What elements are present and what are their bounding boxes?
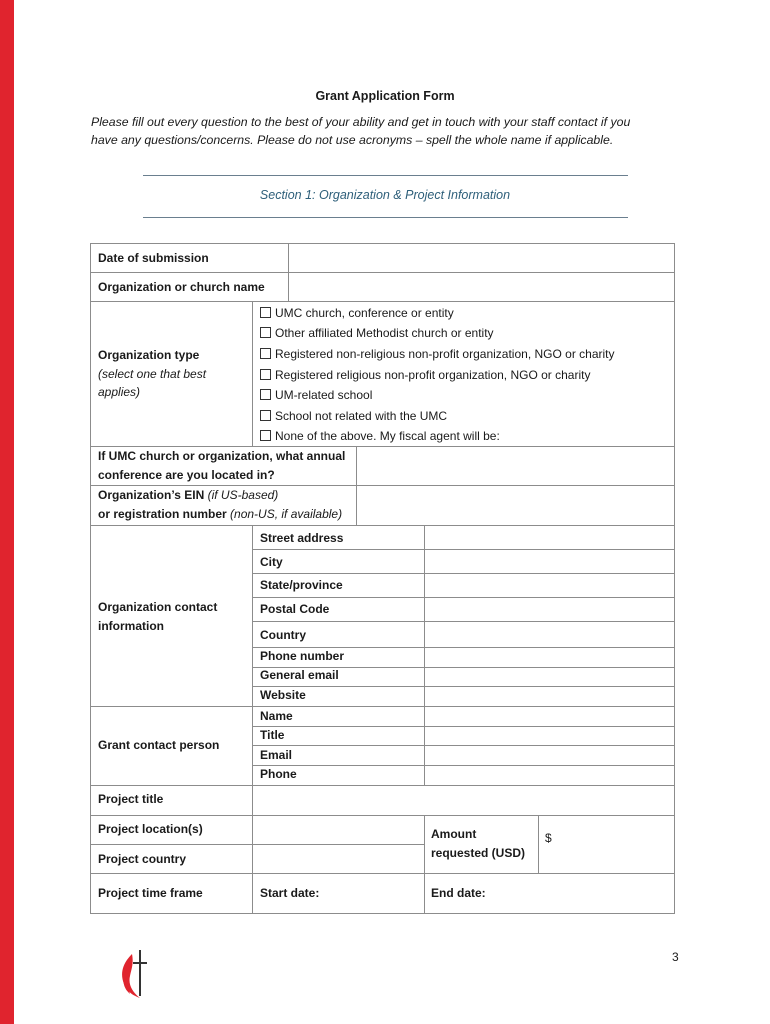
checkbox-icon[interactable]	[260, 410, 271, 421]
person-field-label: Email	[260, 748, 293, 762]
contact-field-label: Phone number	[260, 649, 345, 663]
row-divider	[90, 844, 424, 845]
amount-requested-label: Amount requested (USD)	[431, 827, 526, 860]
section-rule-top	[143, 175, 628, 176]
col-divider	[424, 525, 425, 785]
contact-field-label: City	[260, 555, 283, 569]
row-divider	[90, 525, 675, 526]
row-divider	[252, 726, 675, 727]
row-divider	[252, 621, 675, 622]
project-title-label: Project title	[98, 792, 164, 806]
cross-and-flame-logo-icon	[118, 948, 152, 1009]
org-type-option[interactable]: Registered non-religious non-profit organization, NGO or charity	[260, 345, 615, 363]
currency-symbol: $	[545, 831, 552, 845]
contact-field-label: Country	[260, 628, 306, 642]
row-divider	[90, 785, 675, 786]
checkbox-icon[interactable]	[260, 389, 271, 400]
row-divider	[90, 301, 675, 302]
project-locations-label: Project location(s)	[98, 822, 203, 836]
date-of-submission-label: Date of submission	[98, 251, 209, 265]
col-divider	[356, 446, 357, 525]
contact-field-label: State/province	[260, 578, 343, 592]
col-divider	[538, 815, 539, 873]
form-title: Grant Application Form	[315, 89, 455, 103]
row-divider	[252, 549, 675, 550]
contact-field-label: General email	[260, 668, 339, 682]
person-field-label: Title	[260, 728, 285, 742]
row-divider	[90, 706, 675, 707]
row-divider	[90, 873, 675, 874]
checkbox-icon[interactable]	[260, 348, 271, 359]
row-divider	[252, 686, 675, 687]
project-country-label: Project country	[98, 852, 187, 866]
ein-label: Organization’s EIN (if US-based) or registration number (non-US, if available)	[98, 488, 343, 521]
org-type-option[interactable]: Registered religious non-profit organization, NGO or charity	[260, 366, 590, 384]
start-date-label: Start date:	[260, 886, 320, 900]
red-accent-bar	[0, 0, 14, 1024]
org-type-option[interactable]: UMC church, conference or entity	[260, 304, 454, 322]
checkbox-icon[interactable]	[260, 307, 271, 318]
contact-field-label: Street address	[260, 531, 344, 545]
org-type-option[interactable]: School not related with the UMC	[260, 407, 447, 425]
contact-field-label: Postal Code	[260, 602, 330, 616]
page-number: 3	[672, 950, 679, 964]
col-divider	[288, 243, 289, 301]
row-divider	[90, 815, 675, 816]
row-divider	[252, 765, 675, 766]
grant-contact-label: Grant contact person	[98, 738, 220, 752]
checkbox-icon[interactable]	[260, 327, 271, 338]
org-type-option[interactable]: Other affiliated Methodist church or entity	[260, 324, 494, 342]
end-date-label: End date:	[431, 886, 486, 900]
org-type-option[interactable]: None of the above. My fiscal agent will be:	[260, 427, 500, 445]
org-type-label: Organization type (select one that best applies)	[98, 348, 207, 399]
checkbox-icon[interactable]	[260, 430, 271, 441]
col-divider	[252, 525, 253, 913]
col-divider	[252, 301, 253, 446]
person-field-label: Phone	[260, 767, 297, 781]
row-divider	[252, 745, 675, 746]
annual-conference-label: If UMC church or organization, what annual conference are you located in?	[98, 449, 346, 482]
org-type-option[interactable]: UM-related school	[260, 386, 372, 404]
contact-field-label: Website	[260, 688, 306, 702]
row-divider	[90, 272, 675, 273]
col-divider	[424, 815, 425, 913]
section-title: Section 1: Organization & Project Information	[259, 188, 511, 202]
org-contact-label: Organization contact information	[98, 600, 218, 633]
project-time-frame-label: Project time frame	[98, 886, 203, 900]
row-divider	[252, 573, 675, 574]
person-field-label: Name	[260, 709, 293, 723]
checkbox-icon[interactable]	[260, 369, 271, 380]
application-form-table	[90, 243, 675, 914]
section-rule-bottom	[143, 217, 628, 218]
form-instructions: Please fill out every question to the best of your ability and get in touch with your staff contact if you have any questions/concerns. Please do not use acronyms – spell the whole name if applicable.	[91, 115, 631, 147]
row-divider	[252, 597, 675, 598]
org-name-label: Organization or church name	[98, 280, 265, 294]
